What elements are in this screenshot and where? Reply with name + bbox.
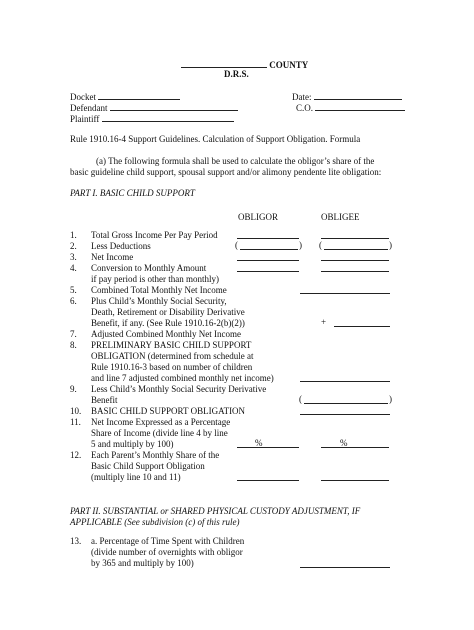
co-field xyxy=(296,101,405,114)
line-text: Less Child’s Monthly Social Security Derivative xyxy=(91,384,267,394)
line-text: if pay period is other than monthly) xyxy=(91,274,219,284)
line-number: 12. xyxy=(70,450,82,460)
docket-label: Docket xyxy=(70,92,96,102)
line1-obligee-blank[interactable] xyxy=(321,238,389,239)
line3-obligor-blank[interactable] xyxy=(237,260,299,261)
line-text: Combined Total Monthly Net Income xyxy=(91,285,227,295)
line12-obligor-blank[interactable] xyxy=(237,480,299,481)
line10-obligation-blank[interactable] xyxy=(300,414,390,415)
line-number: 4. xyxy=(70,263,77,273)
line13-number: 13. xyxy=(70,536,82,546)
line-text: and line 7 adjusted combined monthly net income) xyxy=(91,373,274,383)
line-text: PRELIMINARY BASIC CHILD SUPPORT xyxy=(91,340,252,350)
part2-heading-line-2: APPLICABLE (See subdivision (c) of this rule) xyxy=(70,517,240,527)
line1-obligor-blank[interactable] xyxy=(237,238,299,239)
line-number: 8. xyxy=(70,340,77,350)
part2-heading-line-1: PART II. SUBSTANTIAL or SHARED PHYSICAL CUSTODY ADJUSTMENT, IF xyxy=(70,506,361,516)
line3-obligee-blank[interactable] xyxy=(321,260,389,261)
line-number: 1. xyxy=(70,230,77,240)
line4-obligor-blank[interactable] xyxy=(237,271,299,272)
line11-obligor-percent: % xyxy=(255,438,263,448)
docket-blank[interactable] xyxy=(98,90,180,100)
line-text: Death, Retirement or Disability Derivative xyxy=(91,307,245,317)
line2-obligor-blank[interactable] xyxy=(240,249,298,250)
line-text: (multiply line 10 and 11) xyxy=(91,472,181,482)
line6-plus-sign: + xyxy=(321,317,327,327)
line13-text-2: (divide number of overnights with obligor xyxy=(91,547,243,557)
line-text: Plus Child’s Monthly Social Security, xyxy=(91,296,227,306)
line2-obligee-blank[interactable] xyxy=(324,249,388,250)
line-text: Net Income Expressed as a Percentage xyxy=(91,417,231,427)
obligor-column-header: OBLIGOR xyxy=(238,212,278,222)
line2-obligee-open-paren: ( xyxy=(319,240,322,250)
line4-obligee-blank[interactable] xyxy=(321,271,389,272)
line9-open-paren: ( xyxy=(299,394,302,404)
obligee-column-header: OBLIGEE xyxy=(321,212,360,222)
line-text: Benefit xyxy=(91,395,118,405)
part1-heading: PART I. BASIC CHILD SUPPORT xyxy=(70,188,195,198)
line8-preliminary-blank[interactable] xyxy=(300,381,390,382)
line-text: OBLIGATION (determined from schedule at xyxy=(91,351,254,361)
plaintiff-label: Plaintiff xyxy=(70,114,100,124)
line-text: Rule 1910.16-3 based on number of children xyxy=(91,362,253,372)
line2-obligor-close-paren: ) xyxy=(299,240,302,250)
line2-obligee-close-paren: ) xyxy=(389,240,392,250)
plaintiff-field xyxy=(70,112,234,125)
intro-line-2: basic guideline child support, spousal support and/or alimony pendente lite obligation: xyxy=(70,167,382,177)
line-number: 3. xyxy=(70,252,77,262)
line9-benefit-blank[interactable] xyxy=(304,403,388,404)
date-blank[interactable] xyxy=(314,90,402,100)
line-text: BASIC CHILD SUPPORT OBLIGATION xyxy=(91,406,246,416)
defendant-blank[interactable] xyxy=(110,101,238,111)
plaintiff-blank[interactable] xyxy=(102,112,234,122)
drs-header: D.R.S. xyxy=(224,69,249,79)
county-blank[interactable] xyxy=(181,58,267,68)
line-number: 5. xyxy=(70,285,77,295)
co-blank[interactable] xyxy=(315,101,405,111)
line13-text-1: a. Percentage of Time Spent with Children xyxy=(91,536,245,546)
line13-text-3: by 365 and multiply by 100) xyxy=(91,558,194,568)
county-label: COUNTY xyxy=(269,60,309,70)
rule-title: Rule 1910.16-4 Support Guidelines. Calculation of Support Obligation. Formula xyxy=(70,134,361,144)
line-number: 10. xyxy=(70,406,82,416)
defendant-label: Defendant xyxy=(70,103,108,113)
line13-blank[interactable] xyxy=(300,567,390,568)
line-number: 6. xyxy=(70,296,77,306)
line11-obligee-blank[interactable] xyxy=(321,447,389,448)
co-label: C.O. xyxy=(296,103,314,113)
line-number: 11. xyxy=(70,417,81,427)
line11-obligee-percent: % xyxy=(340,438,348,448)
line-text: Total Gross Income Per Pay Period xyxy=(91,230,218,240)
line6-benefit-blank[interactable] xyxy=(334,326,390,327)
line-text: Benefit, if any. (See Rule 1910.16-2(b)(2)) xyxy=(91,318,245,328)
line5-combined-blank[interactable] xyxy=(300,293,390,294)
date-label: Date: xyxy=(292,92,312,102)
line12-obligee-blank[interactable] xyxy=(321,480,389,481)
line-text: Net Income xyxy=(91,252,134,262)
line-number: 2. xyxy=(70,241,77,251)
line-text: Conversion to Monthly Amount xyxy=(91,263,207,273)
intro-line-1: (a) The following formula shall be used to calculate the obligor’s share of the xyxy=(96,156,375,166)
line11-obligor-blank[interactable] xyxy=(237,447,299,448)
line-text: Share of Income (divide line 4 by line xyxy=(91,428,228,438)
line-text: Basic Child Support Obligation xyxy=(91,461,205,471)
line2-obligor-open-paren: ( xyxy=(235,240,238,250)
line-text: 5 and multiply by 100) xyxy=(91,439,174,449)
line-number: 7. xyxy=(70,329,77,339)
line-number: 9. xyxy=(70,384,77,394)
line9-close-paren: ) xyxy=(389,394,392,404)
line-text: Each Parent’s Monthly Share of the xyxy=(91,450,220,460)
line-text: Less Deductions xyxy=(91,241,151,251)
line-text: Adjusted Combined Monthly Net Income xyxy=(91,329,241,339)
